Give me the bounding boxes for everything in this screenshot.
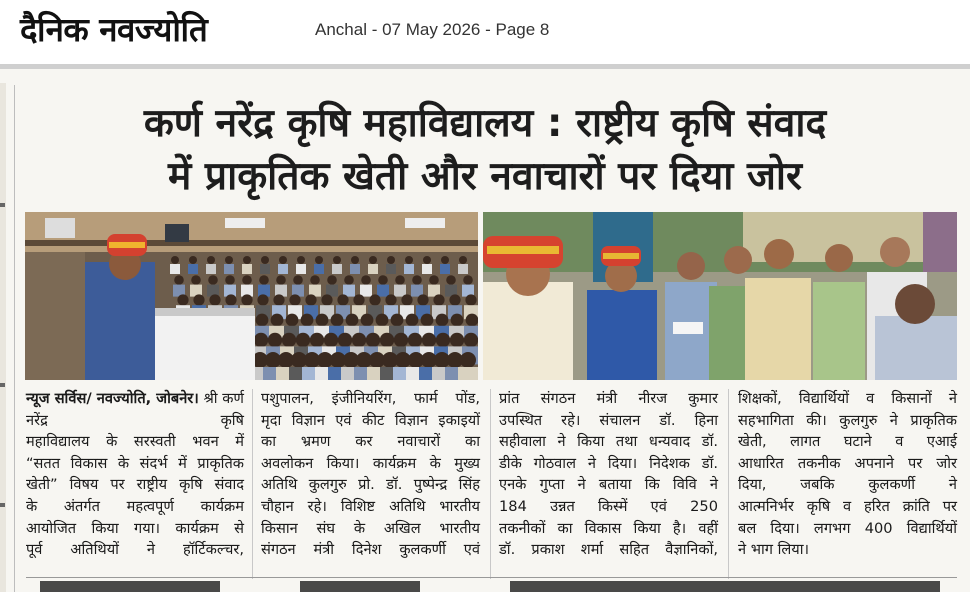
column-4-line-3: खेती, लागत घटाने व एआई xyxy=(738,433,957,451)
column-2-line-7: किसान संघ के अखिल भारतीय xyxy=(261,519,480,537)
article-column-3 xyxy=(499,388,718,561)
column-1-line-2: महाविद्यालय के सरस्वती भवन में xyxy=(26,433,244,451)
article-byline: न्यूज सर्विस/ नवज्योति, जोबनेर। xyxy=(26,390,199,407)
headline-line-1: कर्ण नरेंद्र कृषि महाविद्यालय : राष्ट्रीय कृषि संवाद xyxy=(143,101,827,146)
column-2-line-4: अवलोकन किया। कार्यक्रम के मुख्य xyxy=(261,454,480,472)
newspaper-logo: दैनिक नवज्योति xyxy=(20,10,208,49)
column-4-line-7: बल दिया। लगभग 400 विद्यार्थियों xyxy=(738,519,957,537)
edition-info: Anchal - 07 May 2026 - Page 8 xyxy=(315,20,550,39)
column-4-line-5: दिया, जबकि कुलकर्णी ने xyxy=(738,476,957,494)
column-4-line-4: आधारित तकनीक अपनाने पर जोर xyxy=(738,454,957,472)
page-header xyxy=(0,0,970,66)
newspaper-clipping xyxy=(0,69,970,592)
article-bottom-rule xyxy=(26,577,957,578)
column-2-line-2: मृदा विज्ञान एवं कीट विज्ञान इकाइयों xyxy=(261,411,480,429)
column-2-line-1: पशुपालन, इंजीनियरिंग, फार्म पोंड, xyxy=(261,390,480,407)
column-3-line-1: प्रांत संगठन मंत्री नीरज कुमार xyxy=(499,390,718,407)
column-divider xyxy=(728,389,729,579)
column-3-line-7: तकनीकों का विकास किया है। वहीं xyxy=(499,519,718,537)
dignitaries-photo-illustration xyxy=(483,212,957,380)
article-column-4 xyxy=(738,388,957,561)
column-1-line-3: “सतत विकास के संदर्भ में प्राकृतिक xyxy=(26,454,244,472)
article-column-1 xyxy=(26,388,244,561)
column-3-line-4: डीके गोठवाल ने दिया। निदेशक डॉ. xyxy=(499,454,718,472)
column-3-line-8: डॉ. प्रकाश शर्मा सहित वैज्ञानिकों, xyxy=(499,541,718,559)
next-article-cutoff xyxy=(510,581,940,592)
column-4-line-1: शिक्षकों, विद्यार्थियों व किसानों ने xyxy=(738,390,957,407)
column-1-line-6: आयोजित किया गया। कार्यक्रम से xyxy=(26,519,244,537)
headline-line-2: में प्राकृतिक खेती और नवाचारों पर दिया जोर xyxy=(168,154,802,199)
column-1-line-7: पूर्व अतिथियों ने हॉर्टिकल्चर, xyxy=(26,541,244,559)
column-2-line-8: संगठन मंत्री दिनेश कुलकर्णी एवं xyxy=(261,541,480,559)
column-4-line-8: ने भाग लिया। xyxy=(738,541,810,559)
column-1-line-4: खेती” विषय पर राष्ट्रीय कृषि संवाद xyxy=(26,476,244,494)
column-3-line-6: 184 उन्नत किस्में एवं 250 xyxy=(499,497,718,515)
column-1-line-5: के अंतर्गत महत्वपूर्ण कार्यक्रम xyxy=(26,497,244,515)
next-article-cutoff xyxy=(40,581,220,592)
article-headline xyxy=(20,97,950,203)
photo-dignitaries xyxy=(483,212,957,380)
column-rule-left xyxy=(14,85,15,592)
column-2-line-6: चौहान रहे। विशिष्ट अतिथि भारतीय xyxy=(261,497,480,515)
column-3-line-5: एनके गुप्ता ने बताया कि विवि ने xyxy=(499,476,718,494)
column-3-line-3: सहीवाला ने किया तथा धन्यवाद डॉ. xyxy=(499,433,718,451)
column-4-line-2: सहभागिता की। कुलगुरु ने प्राकृतिक xyxy=(738,411,957,429)
photo-seminar-audience xyxy=(25,212,478,380)
column-divider xyxy=(490,389,491,579)
column-2-line-3: का भ्रमण कर नवाचारों का xyxy=(261,433,480,451)
column-divider xyxy=(252,389,253,579)
column-3-line-2: उपस्थित रहे। संचालन डॉ. हिना xyxy=(499,411,718,429)
column-1-line-1: श्री कर्ण नरेंद्र कृषि xyxy=(26,390,244,429)
next-article-cutoff xyxy=(300,581,420,592)
article-column-2 xyxy=(261,388,480,561)
column-4-line-6: आत्मनिर्भर कृषि व हरित क्रांति पर xyxy=(738,497,957,515)
column-2-line-5: अतिथि कुलगुरु प्रो. डॉ. पुष्पेन्द्र सिंह xyxy=(261,476,480,494)
seminar-photo-illustration xyxy=(25,212,478,380)
adjacent-column-edge xyxy=(0,83,6,592)
